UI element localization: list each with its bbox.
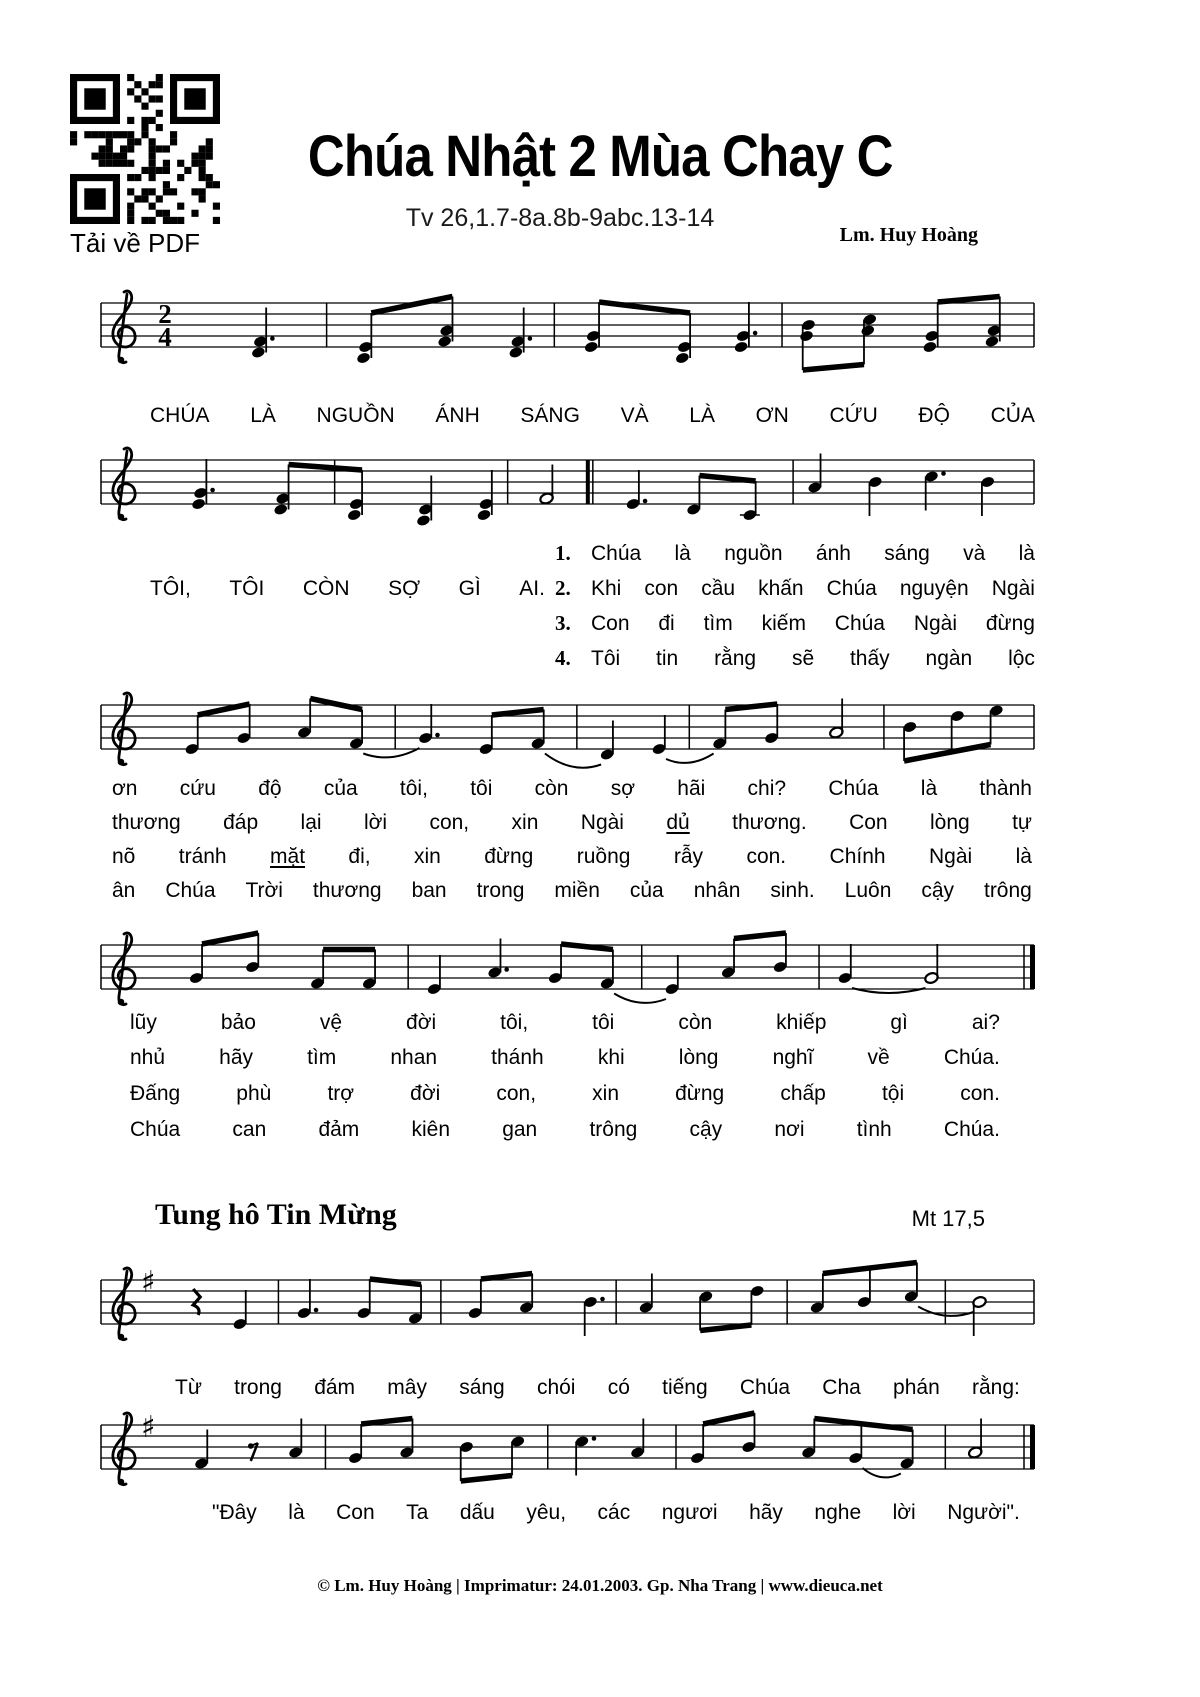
lyric-word: đi, — [348, 845, 371, 868]
lyric-word: Con — [591, 612, 630, 635]
lyric-word: tình — [856, 1118, 892, 1141]
verse-2-words — [591, 576, 1035, 601]
lyric-word: SÁNG — [520, 404, 580, 427]
lyric-word: xin — [592, 1082, 620, 1105]
system4-lyrics-row-2 — [130, 1045, 1000, 1070]
lyric-word: chi? — [747, 777, 787, 800]
verse-1-row — [555, 541, 1035, 566]
lyric-word: nõ — [112, 845, 136, 868]
lyric-word: Chúa — [826, 577, 877, 600]
lyric-word: gì — [890, 1011, 908, 1034]
lyric-word: tìm — [307, 1046, 337, 1069]
svg-text:2: 2 — [158, 299, 172, 329]
system3-lyrics-row-1 — [112, 776, 1032, 801]
lyric-word: tránh — [178, 845, 227, 868]
lyric-word: ơn — [112, 777, 138, 800]
lyric-word: AI. — [519, 577, 545, 600]
lyric-word: đời — [406, 1011, 437, 1034]
lyric-word: con — [644, 577, 679, 600]
lyric-word: can — [232, 1118, 267, 1141]
lyric-word: Chúa — [165, 879, 216, 902]
lyric-word: ƠN — [755, 404, 789, 427]
lyric-word: sinh. — [770, 879, 815, 902]
lyric-word: con. — [746, 845, 787, 868]
lyric-word: tội — [881, 1082, 905, 1105]
lyric-word: Cha — [822, 1376, 861, 1399]
lyric-word: Ngài — [928, 845, 973, 868]
lyric-word: khi — [597, 1046, 625, 1069]
lyric-word: tôi — [470, 777, 493, 800]
lyric-word: Chúa — [834, 612, 885, 635]
verse-number: 3. — [555, 611, 571, 635]
music-staff-2 — [95, 420, 1045, 555]
lyric-word: vệ — [319, 1011, 343, 1034]
lyric-word: Đấng — [130, 1082, 181, 1105]
music-staff-5 — [95, 1240, 1045, 1375]
lyric-word: đời — [410, 1082, 441, 1105]
lyric-word: khấn — [758, 577, 804, 600]
scripture-reference: Mt 17,5 — [911, 1206, 985, 1231]
lyric-word: các — [597, 1501, 631, 1524]
lyric-word: Chúa — [739, 1376, 791, 1399]
lyric-word: khiếp — [776, 1011, 827, 1034]
lyric-word: VÀ — [620, 404, 649, 427]
lyric-word: đảm — [318, 1118, 360, 1141]
lyric-word: ban — [411, 879, 447, 902]
lyric-word: xin — [414, 845, 441, 868]
lyric-word: trợ — [327, 1082, 355, 1105]
lyric-word: ai? — [971, 1011, 1000, 1034]
lyric-word: tôi — [592, 1011, 615, 1034]
lyric-word: nghe — [814, 1501, 862, 1524]
lyric-word: Chúa. — [943, 1046, 1000, 1069]
lyric-word: ân — [112, 879, 136, 902]
system3-lyrics-row-2 — [112, 810, 1032, 835]
lyric-word: dủ — [666, 811, 690, 834]
lyric-word: CÒN — [302, 577, 350, 600]
lyric-word: Chúa — [130, 1118, 181, 1141]
lyric-word: là — [288, 1501, 305, 1524]
lyric-word: Con — [336, 1501, 375, 1524]
lyric-word: ngàn — [925, 647, 973, 670]
lyric-word: lộc — [1008, 647, 1035, 670]
lyric-word: Tôi — [591, 647, 621, 670]
lyric-word: Khi — [591, 577, 622, 600]
lyric-word: phán — [893, 1376, 940, 1399]
lyric-word: tìm — [703, 612, 733, 635]
lyric-word: NGUỒN — [316, 404, 395, 427]
section-heading: Tung hô Tin Mừng — [155, 1198, 397, 1231]
svg-text:♯: ♯ — [141, 1410, 156, 1445]
verse-number: 4. — [555, 646, 571, 670]
lyric-word: xin — [511, 811, 539, 834]
lyric-word: còn — [678, 1011, 713, 1034]
lyric-word: đám — [314, 1376, 356, 1399]
verse-3-words — [591, 611, 1035, 636]
lyric-word: CHÚA — [150, 404, 210, 427]
lyric-word: dấu — [459, 1501, 495, 1524]
lyric-word: lòng — [678, 1046, 719, 1069]
lyric-word: lời — [892, 1501, 916, 1524]
lyric-word: trong — [476, 879, 525, 902]
page-title: Chúa Nhật 2 Mùa Chay C — [307, 123, 893, 189]
lyric-word: kiên — [411, 1118, 451, 1141]
lyric-word: Ta — [406, 1501, 429, 1524]
lyric-word: hãi — [677, 777, 706, 800]
lyric-word: trông — [983, 879, 1032, 902]
lyric-word: Ngài — [991, 577, 1035, 600]
system3-lyrics-row-3 — [112, 844, 1032, 869]
lyric-word: nơi — [774, 1118, 805, 1141]
lyric-word: ngươi — [661, 1501, 718, 1524]
lyric-word: sẽ — [791, 647, 815, 670]
lyric-word: ánh — [815, 542, 851, 565]
lyric-word: GÌ — [458, 577, 481, 600]
lyric-word: Từ — [175, 1376, 202, 1399]
verse-number: 1. — [555, 541, 571, 565]
lyric-word: nhan — [390, 1046, 438, 1069]
lyric-word: Chúa — [828, 777, 879, 800]
lyric-word: con, — [429, 811, 470, 834]
qr-label[interactable]: Tải về PDF — [70, 228, 201, 258]
lyric-word: Ngài — [913, 612, 958, 635]
lyric-word: đáp — [223, 811, 259, 834]
lyric-word: lời — [363, 811, 388, 834]
lyric-word: LÀ — [250, 404, 276, 427]
composer-credit: Lm. Huy Hoàng — [839, 224, 978, 246]
lyric-word: sợ — [610, 777, 636, 800]
lyric-word: bảo — [220, 1011, 256, 1034]
gospel-lyrics-line-2 — [212, 1500, 1020, 1525]
copyright-footer: © Lm. Huy Hoàng | Imprimatur: 24.01.2003. Gp. Nha Trang | www.dieuca.net — [317, 1576, 883, 1595]
system4-lyrics-row-4 — [130, 1117, 1000, 1142]
lyric-word: thương — [312, 879, 382, 902]
lyric-word: hãy — [219, 1046, 253, 1069]
lyric-word: ĐỘ — [918, 404, 950, 427]
lyric-word: rằng — [714, 647, 757, 670]
lyric-word: Chính — [829, 845, 886, 868]
verse-3-row — [555, 611, 1035, 636]
lyric-word: mây — [387, 1376, 427, 1399]
lyric-word: có — [607, 1376, 630, 1399]
lyric-word: gan — [502, 1118, 538, 1141]
lyric-word: con. — [960, 1082, 1000, 1105]
lyric-word: yêu, — [526, 1501, 567, 1524]
lyric-word: cậy — [921, 879, 955, 902]
lyric-word: phù — [236, 1082, 272, 1105]
lyric-word: là — [1015, 845, 1032, 868]
lyric-word: sáng — [459, 1376, 505, 1399]
lyric-word: trông — [589, 1118, 638, 1141]
lyric-word: đi — [658, 612, 675, 635]
lyric-word: TÔI, — [150, 577, 191, 600]
lyric-word: rằng: — [971, 1376, 1020, 1399]
lyric-word: cầu — [701, 577, 736, 600]
lyric-word: mặt — [270, 845, 306, 868]
lyric-word: là — [674, 542, 691, 565]
lyric-word: nhân — [693, 879, 741, 902]
lyric-word: chấp — [780, 1082, 826, 1105]
lyric-word: cứu — [179, 777, 216, 800]
lyric-word: Luôn — [844, 879, 892, 902]
lyric-word: Ngài — [580, 811, 624, 834]
lyric-word: rẫy — [673, 845, 704, 868]
lyric-word: SỢ — [388, 577, 421, 600]
svg-text:♯: ♯ — [141, 1265, 156, 1300]
system4-lyrics-row-1 — [130, 1010, 1000, 1035]
lyric-word: về — [867, 1046, 890, 1069]
lyric-word: của — [629, 879, 664, 902]
lyric-word: ruồng — [576, 845, 631, 868]
lyric-word: và — [963, 542, 986, 565]
lyric-word: CỦA — [990, 404, 1035, 427]
lyric-word: lòng — [929, 811, 970, 834]
lyric-word: thánh — [491, 1046, 544, 1069]
lyric-word: CỨU — [829, 404, 878, 427]
lyric-word: còn — [534, 777, 569, 800]
lyric-word: Trời — [245, 879, 283, 902]
lyric-word: cậy — [689, 1118, 723, 1141]
refrain-lyrics-line-2 — [150, 576, 545, 601]
lyric-word: tiếng — [662, 1376, 708, 1399]
lyric-word: của — [323, 777, 358, 800]
lyric-word: nhủ — [130, 1046, 166, 1069]
lyric-word: TÔI — [229, 577, 265, 600]
lyric-word: lũy — [130, 1011, 157, 1034]
lyric-word: là — [920, 777, 938, 800]
lyric-word: miền — [554, 879, 600, 902]
lyric-word: chói — [536, 1376, 576, 1399]
lyric-word: nguyện — [899, 577, 969, 600]
system3-lyrics-row-4 — [112, 878, 1032, 903]
lyric-word: độ — [258, 777, 282, 800]
lyric-word: là — [1018, 542, 1035, 565]
lyric-word: thấy — [849, 647, 890, 670]
lyric-word: trong — [234, 1376, 282, 1399]
psalm-reference: Tv 26,1.7-8a.8b-9abc.13-14 — [405, 204, 715, 232]
lyric-word: Người". — [947, 1501, 1020, 1524]
verse-2-row — [555, 576, 1035, 601]
lyric-word: tôi, — [399, 777, 428, 800]
lyric-word: Chúa. — [943, 1118, 1000, 1141]
lyric-word: thương. — [732, 811, 807, 834]
lyric-word: Chúa — [591, 542, 642, 565]
lyric-word: nghĩ — [772, 1046, 814, 1069]
music-staff-1 — [95, 263, 1045, 398]
verse-number: 2. — [555, 576, 571, 600]
lyric-word: đừng — [675, 1082, 725, 1105]
lyric-word: Con — [849, 811, 888, 834]
lyric-word: tự — [1012, 811, 1032, 834]
lyric-word: kiếm — [761, 612, 806, 635]
lyric-word: sáng — [884, 542, 930, 565]
lyric-word: tôi, — [500, 1011, 529, 1034]
svg-text:4: 4 — [158, 322, 172, 352]
lyric-word: "Đây — [212, 1501, 257, 1524]
lyric-word: tin — [656, 647, 679, 670]
lyric-word: nguồn — [724, 542, 783, 565]
lyric-word: thương — [112, 811, 181, 834]
verse-1-words — [591, 541, 1035, 566]
lyric-word: lại — [300, 811, 322, 834]
lyric-word: đừng — [484, 845, 534, 868]
lyric-word: con, — [496, 1082, 537, 1105]
lyric-word: thành — [979, 777, 1032, 800]
lyric-word: hãy — [749, 1501, 783, 1524]
lyric-word: ÁNH — [435, 404, 480, 427]
system4-lyrics-row-3 — [130, 1081, 1000, 1106]
lyric-word: LÀ — [689, 404, 715, 427]
lyric-word: đừng — [985, 612, 1035, 635]
